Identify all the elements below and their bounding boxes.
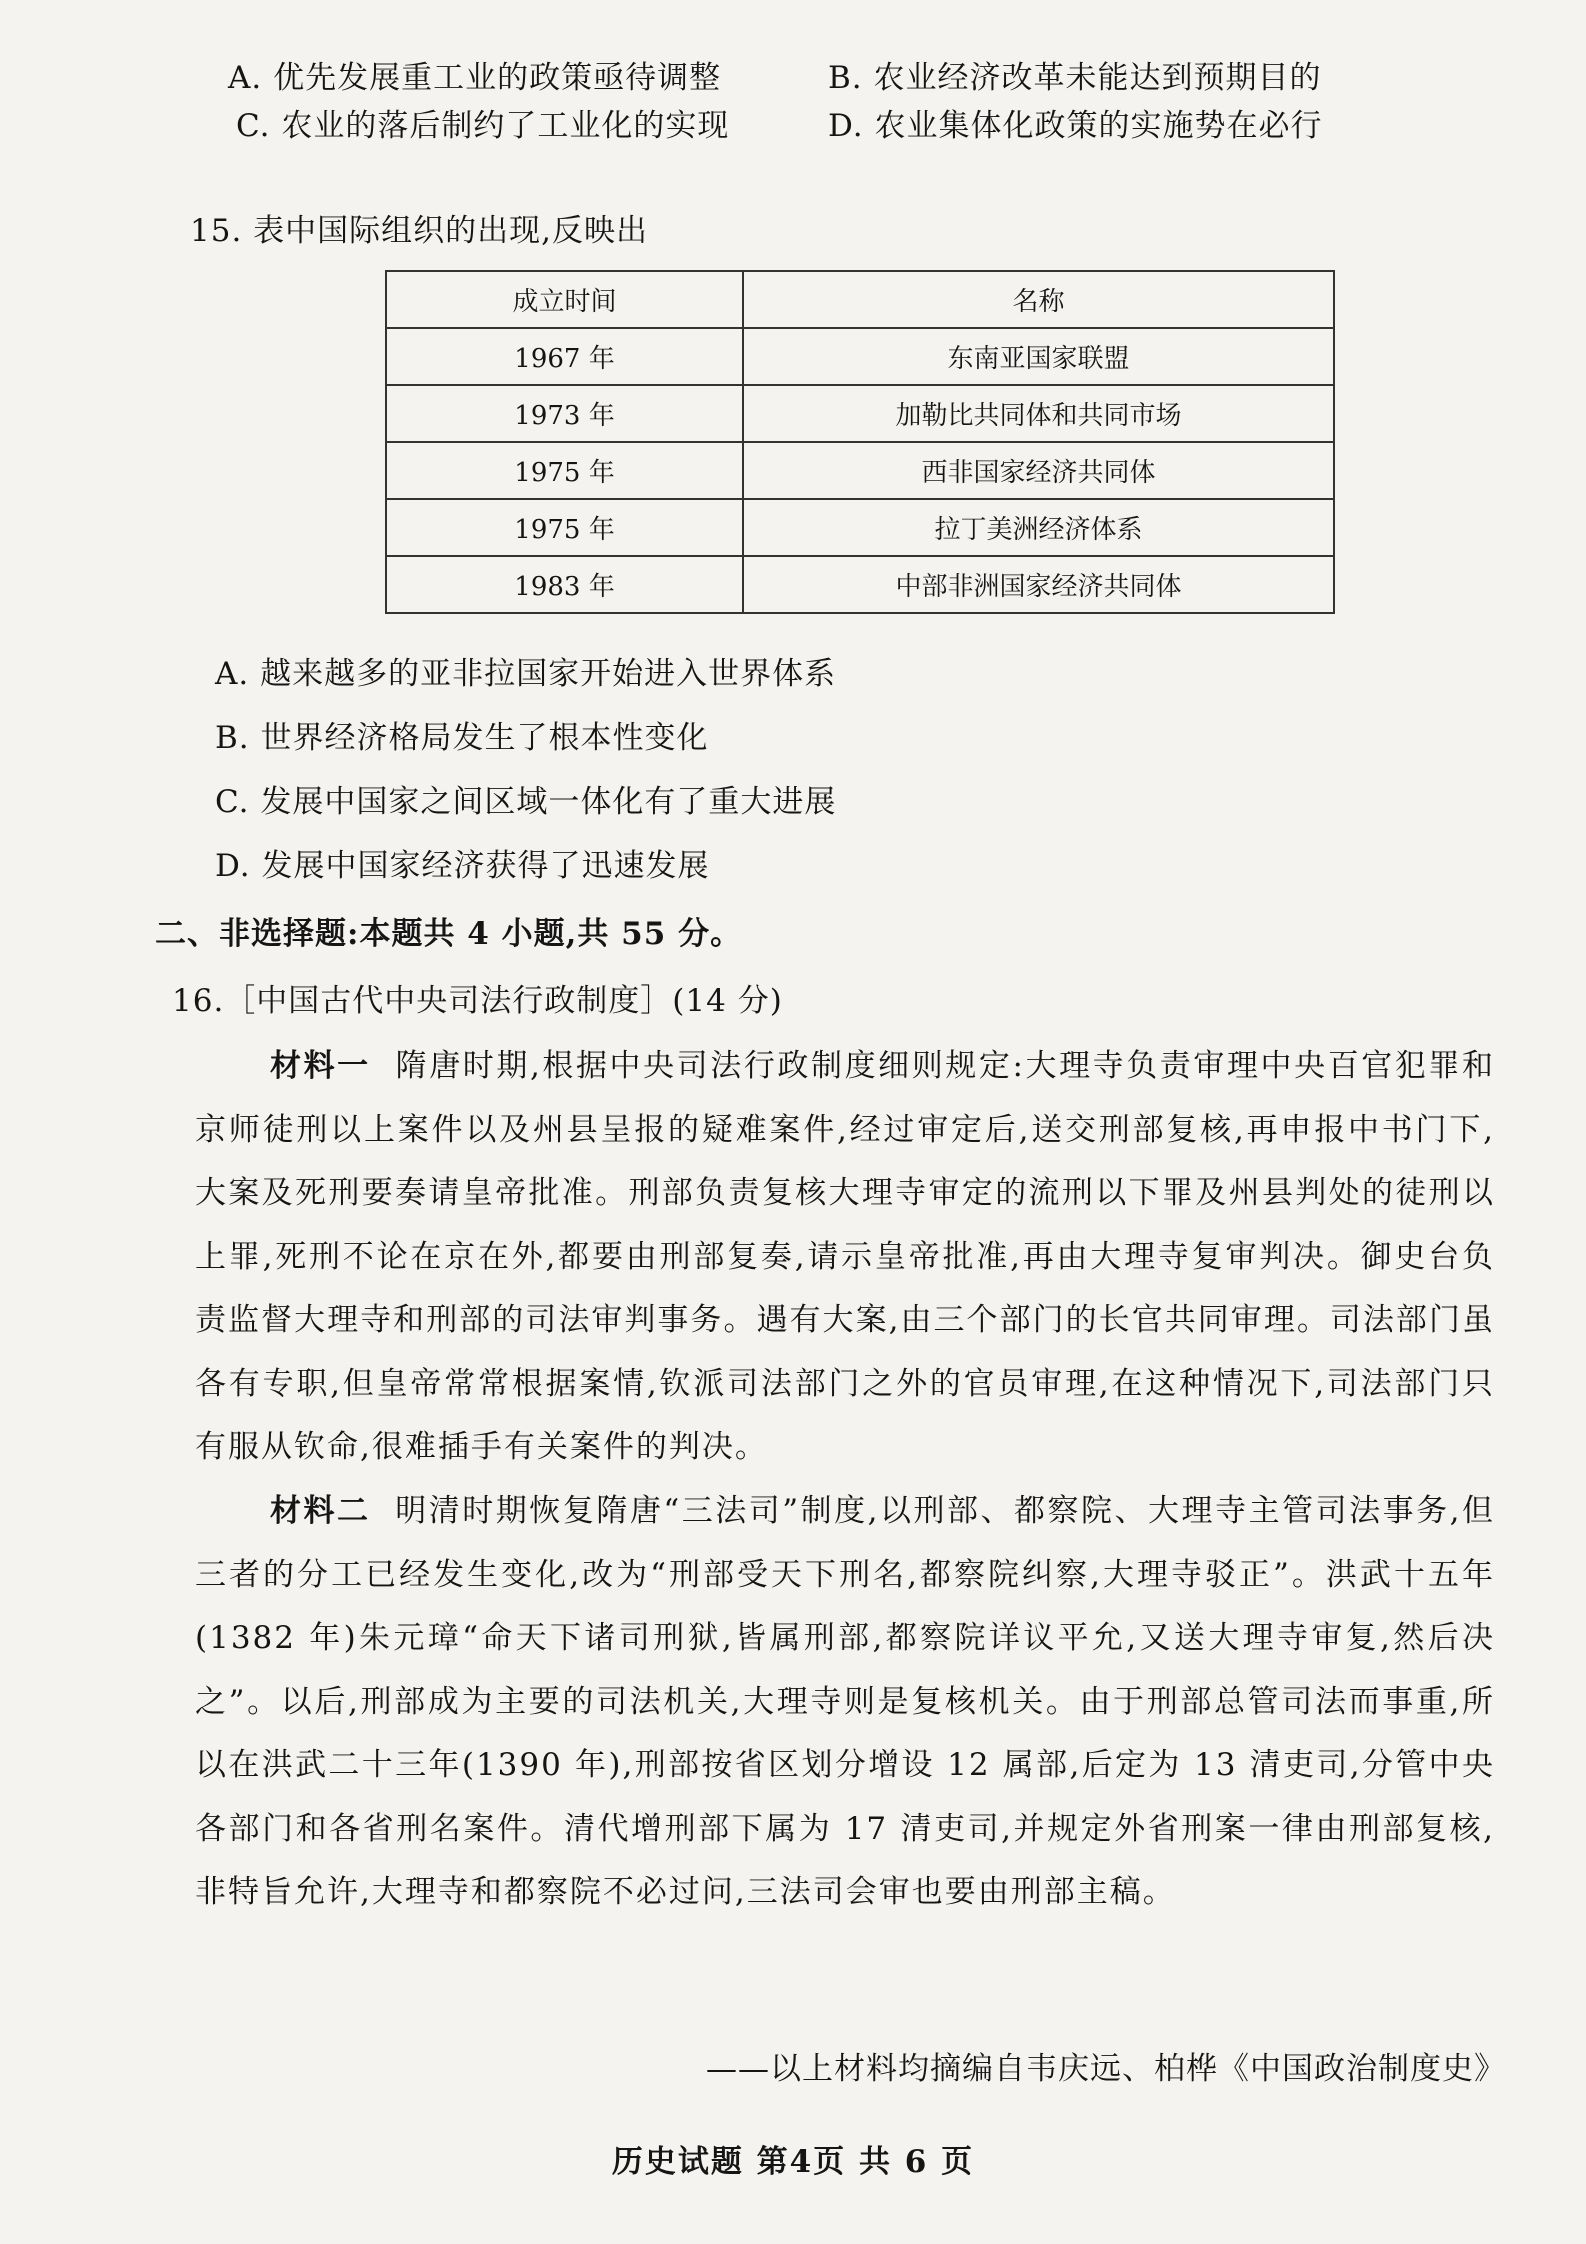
q15-option-a: A. 越来越多的亚非拉国家开始进入世界体系 [215, 656, 837, 692]
cell-year: 1975 年 [386, 499, 743, 556]
q15-option-b: B. 世界经济格局发生了根本性变化 [215, 720, 709, 756]
q15-option-d: D. 发展中国家经济获得了迅速发展 [215, 848, 710, 884]
table-row [386, 385, 1334, 442]
q14-option-a: A. 优先发展重工业的政策亟待调整 [228, 60, 722, 96]
organizations-table [385, 270, 1335, 614]
material-one-label: 材料一 [270, 1048, 371, 1084]
cell-year: 1973 年 [386, 385, 743, 442]
table-row [386, 328, 1334, 385]
q15-stem: 15. 表中国际组织的出现,反映出 [190, 213, 649, 249]
cell-year: 1967 年 [386, 328, 743, 385]
material-two-text: 明清时期恢复隋唐“三法司”制度,以刑部、都察院、大理寺主管司法事务,但三者的分工已经发生变化,改为“刑部受天下刑名,都察院纠察,大理寺驳正”。洪武十五年(1382 年)朱元璋“命天下诸司刑狱,皆属刑部,都察院详议平允,又送大理寺审复,然后决之”。以后,刑部成为主要的司法机关,大理寺则是复核机关。由于刑部总管司法而事重,所以在洪武二十三年(1390 年),刑部按省区划分增设 12 属部,后定为 13 清吏司,分管中央各部门和各省刑名案件。清代增刑部下属为 17 清吏司,并规定外省刑案一律由刑部复核,非特旨允许,大理寺和都察院不必过问,三法司会审也要由刑部主稿。 [195, 1493, 1495, 1910]
cell-org-name: 东南亚国家联盟 [743, 328, 1334, 385]
header-founding-time: 成立时间 [386, 271, 743, 328]
q14-options-row-2 [228, 100, 1348, 145]
q14-option-b: B. 农业经济改革未能达到预期目的 [828, 60, 1322, 96]
table-header-row [386, 271, 1334, 328]
cell-org-name: 中部非洲国家经济共同体 [743, 556, 1334, 613]
cell-year: 1983 年 [386, 556, 743, 613]
cell-org-name: 西非国家经济共同体 [743, 442, 1334, 499]
table-row [386, 499, 1334, 556]
material-source: ——以上材料均摘编自韦庆远、柏桦《中国政治制度史》 [706, 2051, 1506, 2087]
table-row [386, 556, 1334, 613]
material-two-paragraph [195, 1480, 1495, 1925]
table-row [386, 442, 1334, 499]
cell-org-name: 拉丁美洲经济体系 [743, 499, 1334, 556]
material-two-label: 材料二 [270, 1493, 371, 1529]
q15-option-c: C. 发展中国家之间区域一体化有了重大进展 [215, 784, 837, 820]
page-footer: 历史试题 第4页 共 6 页 [611, 2144, 975, 2180]
material-one-text: 隋唐时期,根据中央司法行政制度细则规定:大理寺负责审理中央百官犯罪和京师徒刑以上案件以及州县呈报的疑难案件,经过审定后,送交刑部复核,再申报中书门下,大案及死刑要奏请皇帝批准。刑部负责复核大理寺审定的流刑以下罪及州县判处的徒刑以上罪,死刑不论在京在外,都要由刑部复奏,请示皇帝批准,再由大理寺复审判决。御史台负责监督大理寺和刑部的司法审判事务。遇有大案,由三个部门的长官共同审理。司法部门虽各有专职,但皇帝常常根据案情,钦派司法部门之外的官员审理,在这种情况下,司法部门只有服从钦命,很难插手有关案件的判决。 [195, 1048, 1496, 1465]
q14-option-c: C. 农业的落后制约了工业化的实现 [236, 108, 730, 144]
cell-year: 1975 年 [386, 442, 743, 499]
material-one-paragraph [195, 1035, 1495, 1480]
cell-org-name: 加勒比共同体和共同市场 [743, 385, 1334, 442]
header-name: 名称 [743, 271, 1334, 328]
q14-options-row-1 [228, 52, 1348, 97]
section-heading: 二、非选择题:本题共 4 小题,共 55 分。 [155, 916, 743, 952]
q14-option-d: D. 农业集体化政策的实施势在必行 [828, 108, 1323, 144]
q16-title: 16.［中国古代中央司法行政制度］(14 分) [172, 983, 783, 1019]
